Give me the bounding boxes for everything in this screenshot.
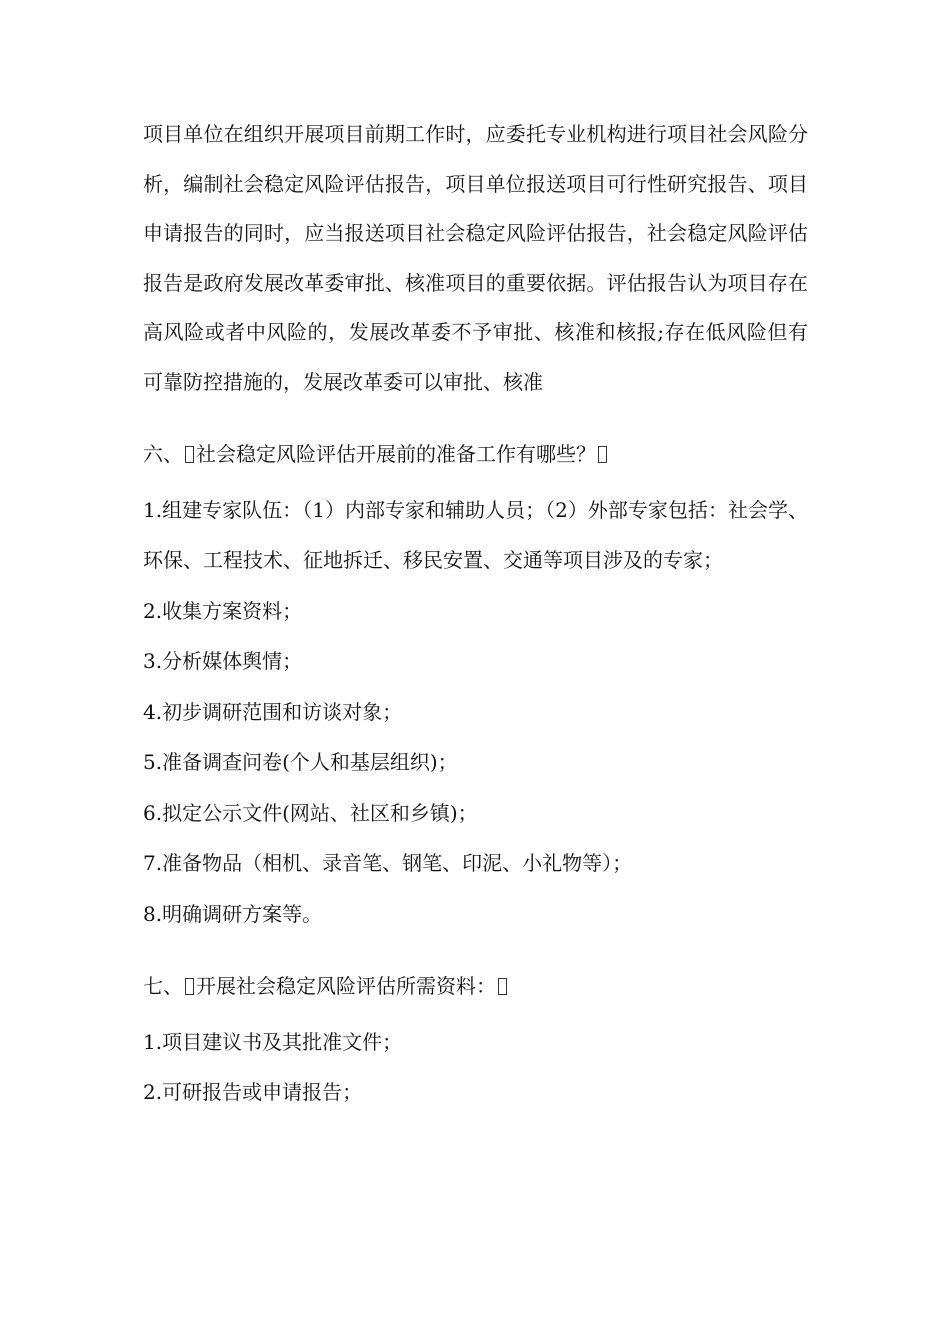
missing-glyph-icon <box>498 978 507 995</box>
section-7-title: 开展社会稳定风险评估所需资料： <box>196 974 496 998</box>
list-item: 1.项目建议书及其批准文件； <box>143 1029 403 1054</box>
section-7-prefix: 七、 <box>143 974 183 998</box>
document-body <box>143 110 808 1118</box>
section-6-list <box>143 485 808 940</box>
missing-glyph-icon <box>185 978 194 995</box>
section-6-title: 社会稳定风险评估开展前的准备工作有哪些？ <box>196 442 596 466</box>
list-item: 1.组建专家队伍：（1）内部专家和辅助人员；（2）外部专家包括：社会学、环保、工程技术、征地拆迁、移民安置、交通等项目涉及的专家； <box>143 497 808 572</box>
list-item: 4.初步调研范围和访谈对象； <box>143 699 403 724</box>
missing-glyph-icon <box>185 446 194 463</box>
section-6-heading <box>143 430 808 480</box>
missing-glyph-icon <box>598 446 607 463</box>
section-7-list <box>143 1017 808 1118</box>
section-6-prefix: 六、 <box>143 442 183 466</box>
list-item: 2.收集方案资料； <box>143 598 303 623</box>
list-item: 7.准备物品（相机、录音笔、钢笔、印泥、小礼物等）； <box>143 851 633 875</box>
section-7-heading <box>143 962 808 1012</box>
list-item: 5.准备调查问卷(个人和基层组织)； <box>143 750 458 774</box>
list-item: 8.明确调研方案等。 <box>143 901 323 926</box>
list-item: 3.分析媒体舆情； <box>143 649 303 673</box>
list-item: 6.拟定公示文件(网站、社区和乡镇)； <box>143 800 478 825</box>
list-item: 2.可研报告或申请报告； <box>143 1080 363 1104</box>
intro-paragraph: 项目单位在组织开展项目前期工作时，应委托专业机构进行项目社会风险分析，编制社会稳定风险评估报告，项目单位报送项目可行性研究报告、项目申请报告的同时，应当报送项目社会稳定风险评估报告，社会稳定风险评估报告是政府发展改革委审批、核准项目的重要依据。评估报告认为项目存在高风险或者中风险的，发展改革委不予审批、核准和核报;存在低风险但有可靠防控措施的，发展改革委可以审批、核准 <box>143 122 808 394</box>
